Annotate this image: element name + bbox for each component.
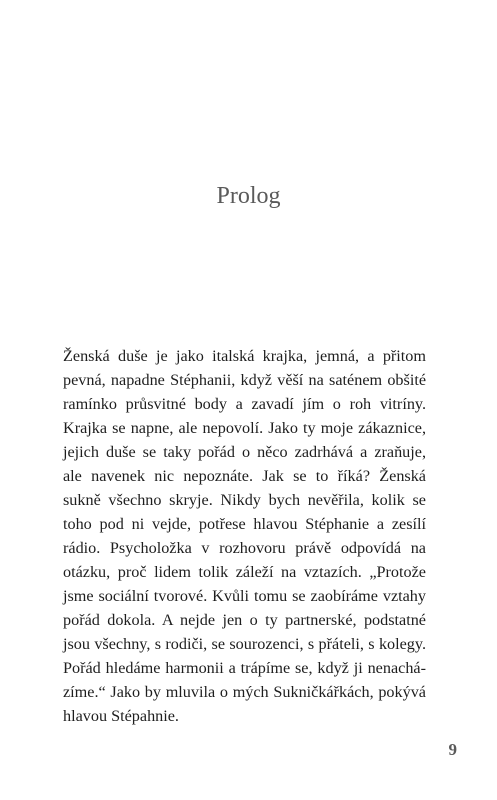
text-line: hlavou Stépahnie. bbox=[63, 707, 179, 725]
text-line: ale navenek nic nepoznáte. Jak se to říká? Ženská bbox=[63, 467, 426, 485]
chapter-title: Prolog bbox=[216, 183, 281, 209]
text-line: zíme.“ Jako by mluvila o mých Sukničkářkách, pokývá bbox=[63, 683, 426, 701]
text-line: rádio. Psycholožka v rozhovoru právě odpovídá na bbox=[63, 539, 426, 557]
text-line: sukně všechno skryje. Nikdy bych nevěřila, kolik se bbox=[63, 491, 426, 509]
text-line: jsou všechny, s rodiči, se sourozenci, s přáteli, s kolegy. bbox=[63, 635, 426, 653]
text-line: otázku, proč lidem tolik záleží na vztazích. „Protože bbox=[63, 563, 426, 581]
text-line: pevná, napadne Stéphanii, když věší na saténem obšité bbox=[63, 371, 426, 389]
body-paragraph bbox=[63, 344, 426, 728]
text-line: toho pod ni vejde, potřese hlavou Stéphanie a zesílí bbox=[63, 515, 426, 533]
text-line: jejich duše se taky pořád o něco zadrhává a zraňuje, bbox=[63, 443, 426, 461]
text-line: Ženská duše je jako italská krajka, jemná, a přitom bbox=[63, 347, 426, 365]
text-line: ramínko průsvitné body a zavadí jím o roh vitríny. bbox=[63, 395, 426, 413]
text-line: Krajka se napne, ale nepovolí. Jako ty moje zákaznice, bbox=[63, 419, 426, 437]
text-line: Pořád hledáme harmonii a trápíme se, když ji nenachá- bbox=[63, 659, 426, 677]
text-line: pořád dokola. A nejde jen o ty partnerské, podstatné bbox=[63, 611, 426, 629]
text-line: jsme sociální tvorové. Kvůli tomu se zaobíráme vztahy bbox=[63, 587, 426, 605]
page-number: 9 bbox=[448, 740, 457, 759]
